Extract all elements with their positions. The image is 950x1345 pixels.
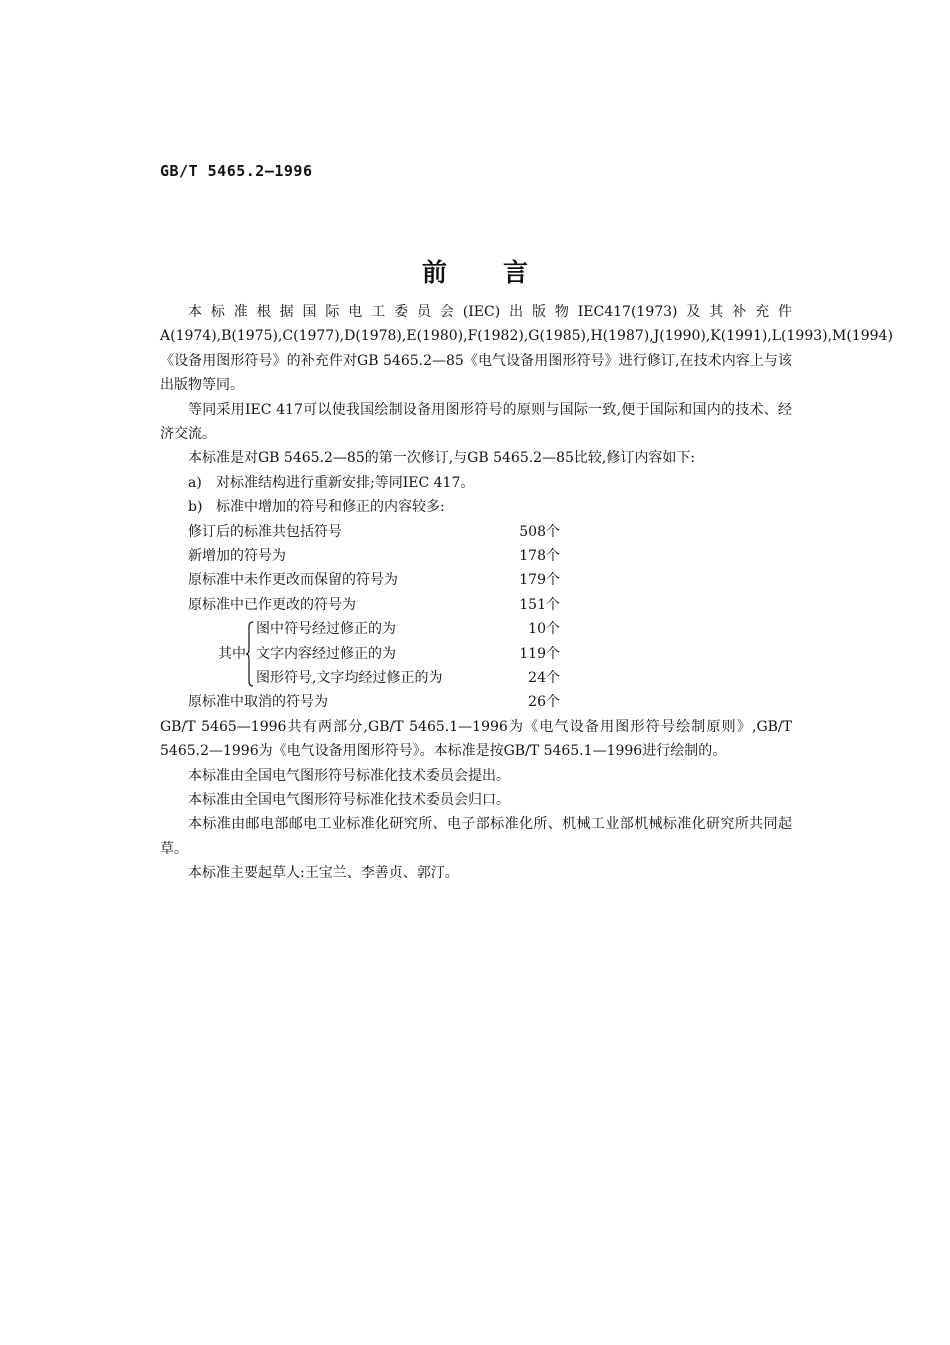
list-text-a: 对标准结构进行重新安排;等同IEC 417。 bbox=[216, 474, 475, 491]
paragraph-7: 本标准由邮电部邮电工业标准化研究所、电子部标准化所、机械工业部机械标准化研究所共同起草。 bbox=[160, 816, 792, 857]
list-marker-a: a) bbox=[188, 474, 202, 491]
count-row-kept bbox=[160, 568, 792, 592]
list-text-b: 标准中增加的符号和修正的内容较多: bbox=[216, 499, 445, 516]
count-label: 原标准中取消的符号为 bbox=[188, 694, 328, 711]
list-item-a bbox=[160, 471, 792, 495]
sub-value-both: 24个 bbox=[528, 670, 560, 687]
count-label: 新增加的符号为 bbox=[188, 548, 286, 565]
sub-value-graphic: 10个 bbox=[528, 621, 560, 638]
title-char-1: 前 bbox=[421, 258, 447, 287]
paragraph-1: 本标准根据国际电工委员会(IEC)出版物IEC417(1973)及其补充件A(1974),B(1975),C(1977),D(1978),E(1980),F(1982),G(1985),H(1987),J(1990),K(1991),L(1993),M(1994)《设备用图形符号》的补充件对GB 5465.2—85《电气设备用图形符号》进行修订,在技术内容上与该出版物等同。 bbox=[160, 304, 893, 394]
page-title bbox=[0, 253, 950, 289]
count-value: 26个 bbox=[528, 694, 560, 711]
count-value: 151个 bbox=[519, 596, 560, 613]
count-value: 508个 bbox=[519, 523, 560, 540]
count-label: 原标准中已作更改的符号为 bbox=[188, 596, 356, 613]
paragraph-3: 本标准是对GB 5465.2—85的第一次修订,与GB 5465.2—85比较,修订内容如下: bbox=[188, 450, 696, 467]
title-char-2: 言 bbox=[503, 258, 529, 287]
standard-code: GB/T 5465.2—1996 bbox=[160, 162, 313, 180]
sub-label-text: 文字内容经过修正的为 bbox=[256, 645, 396, 662]
sub-label-both: 图形符号,文字均经过修正的为 bbox=[256, 670, 443, 687]
count-row-new bbox=[160, 544, 792, 568]
sub-label-graphic: 图中符号经过修正的为 bbox=[256, 621, 396, 638]
of-which-label: 其中 bbox=[218, 645, 246, 662]
sub-value-text: 119个 bbox=[519, 645, 560, 662]
list-item-b bbox=[160, 495, 792, 519]
count-label: 修订后的标准共包括符号 bbox=[188, 523, 342, 540]
count-value: 178个 bbox=[519, 548, 560, 565]
paragraph-6: 本标准由全国电气图形符号标准化技术委员会归口。 bbox=[188, 792, 510, 809]
count-value: 179个 bbox=[519, 572, 560, 589]
count-label: 原标准中未作更改而保留的符号为 bbox=[188, 572, 398, 589]
paragraph-4: GB/T 5465—1996共有两部分,GB/T 5465.1—1996为《电气设备用图形符号绘制原则》,GB/T 5465.2—1996为《电气设备用图形符号》。本标准是按GB/T 5465.1—1996进行绘制的。 bbox=[160, 718, 792, 760]
paragraph-8: 本标准主要起草人:王宝兰、李善贞、郭汀。 bbox=[188, 865, 459, 882]
list-marker-b: b) bbox=[188, 499, 203, 516]
count-row-total bbox=[160, 520, 792, 544]
count-row-changed bbox=[160, 593, 792, 617]
of-which-group bbox=[160, 617, 792, 690]
paragraph-2: 等同采用IEC 417可以使我国绘制设备用图形符号的原则与国际一致,便于国际和国内的技术、经济交流。 bbox=[160, 401, 792, 443]
paragraph-5: 本标准由全国电气图形符号标准化技术委员会提出。 bbox=[188, 767, 510, 784]
left-brace-icon bbox=[246, 621, 254, 687]
count-row-removed bbox=[160, 690, 792, 714]
document-body bbox=[160, 300, 893, 886]
